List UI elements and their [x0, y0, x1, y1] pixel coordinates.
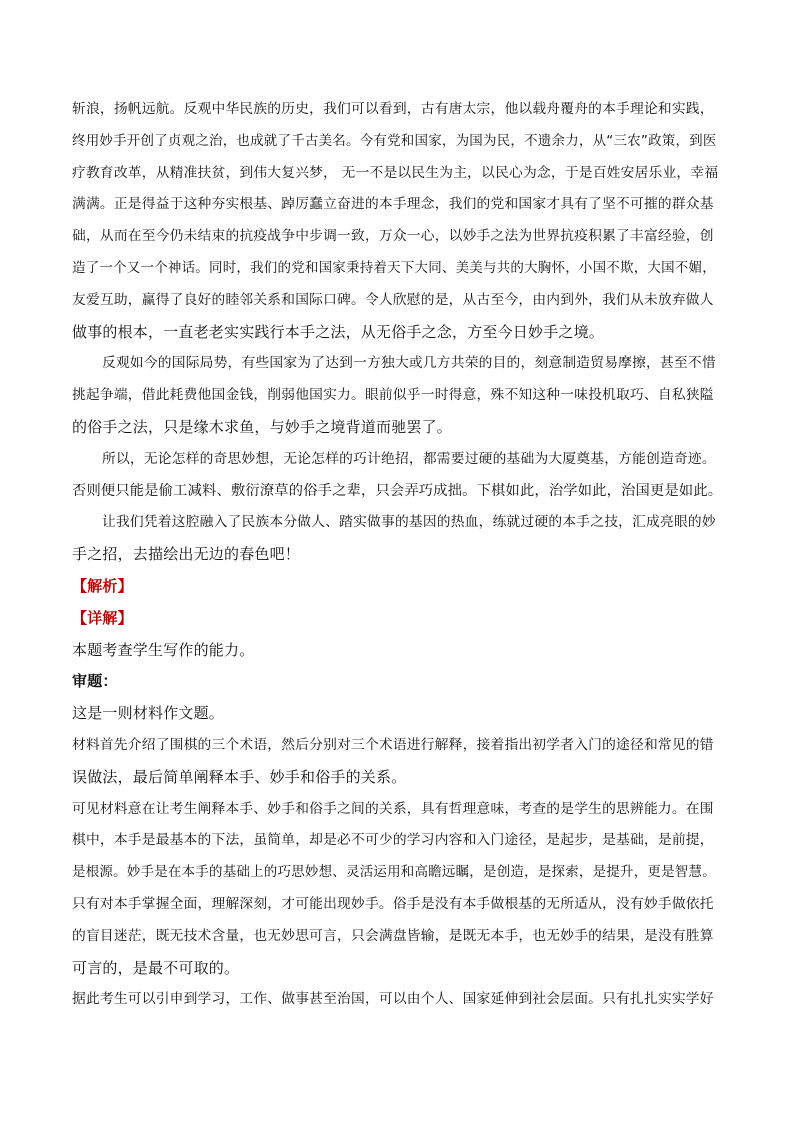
analysis-label: 【解析】: [72, 576, 133, 595]
analysis-line: 的盲目迷茫，既无技术含量，也无妙思可言，只会满盘皆输，是既无本手，也无妙手的结果，是没有胜算: [72, 927, 714, 944]
analysis-line: 可见材料意在让考生阐释本手、妙手和俗手之间的关系，具有哲理意味，考查的是学生的思辨能力。在围: [72, 800, 714, 817]
intro-line: 本题考查学生写作的能力。: [72, 640, 255, 659]
essay-line: 满满。正是得益于这种夯实根基、踔厉蠢立奋进的本手理念，我们的党和国家才具有了坚不可摧的群众基: [72, 196, 714, 213]
analysis-line: 只有对本手掌握全面，理解深刻，才可能出现妙手。俗手是没有本手做根基的无所适从，没有妙手做依托: [72, 895, 714, 912]
review-label: 审题：: [72, 672, 118, 691]
essay-line: 让我们凭着这腔融入了民族本分做人、踏实做事的基因的热血，练就过硬的本手之技，汇成亮眼的妙: [102, 514, 716, 531]
essay-line: 造了一个又一个神话。同时，我们的党和国家秉持着天下大同、美美与共的大胸怀，小国不欺，大国不媚，: [72, 259, 716, 276]
essay-line: 础，从而在至今仍未结束的抗疫战争中步调一致，万众一心，以妙手之法为世界抗疫积累了丰富经验，创: [72, 228, 714, 245]
essay-line: 疗教育改革，从精准扶贫，到伟大复兴梦， 无一不是以民生为主，以民心为念，于是百姓安居乐业，幸福: [72, 164, 719, 181]
analysis-line: 棋中，本手是最基本的下法，虽简单，却是必不可少的学习内容和入门途径，是起步，是基础，是前提，: [72, 832, 714, 849]
essay-line: 所以，无论怎样的奇思妙想，无论怎样的巧计绝招，都需要过硬的基础为大厦奠基，方能创造奇迹。: [102, 450, 716, 467]
essay-line: 挑起争端，借此耗费他国金钱，削弱他国实力。眼前似乎一时得意，殊不知这种一味投机取巧、自私狭隘: [72, 387, 714, 404]
essay-line: 的俗手之法，只是缘木求鱼，与妙手之境背道而驰罢了。: [72, 417, 453, 436]
essay-line: 反观如今的国际局势，有些国家为了达到一方独大或几方共荣的目的，刻意制造贸易摩擦，甚至不惜: [102, 355, 716, 372]
essay-line: 做事的根本，一直老老实实践行本手之法，从无俗手之念，方至今日妙手之境。: [72, 322, 605, 341]
analysis-line: 误做法，最后简单阐释本手、妙手和俗手的关系。: [72, 767, 407, 786]
analysis-line: 据此考生可以引申到学习，工作、做事甚至治国，可以由个人、国家延伸到社会层面。只有扎扎实实学好: [72, 991, 714, 1008]
essay-line: 终用妙手开创了贞观之治，也成就了千古美名。今有党和国家，为国为民，不遗余力，从“三农”政策，到医: [72, 132, 717, 149]
essay-line: 否则便只能是偷工减料、敷衍潦草的俗手之辈，只会弄巧成拙。下棋如此，治学如此，治国更是如此。: [72, 482, 723, 499]
analysis-line: 材料首先介绍了围棋的三个术语，然后分别对三个术语进行解释，接着指出初学者入门的途径和常见的错: [72, 736, 714, 753]
essay-line: 斩浪，扬帆远航。反观中华民族的历史，我们可以看到，古有唐太宗，他以载舟覆舟的本手理论和实践，: [72, 101, 714, 117]
essay-line: 友爱互助，赢得了良好的睦邻关系和国际口碑。令人欣慰的是，从古至今，由内到外，我们从未放弃做人: [72, 291, 714, 308]
document-body: [72, 94, 724, 1016]
analysis-line: 这是一则材料作文题。: [72, 704, 225, 723]
analysis-line: 是根源。妙手是在本手的基础上的巧思妙想、灵活运用和高瞻远瞩，是创造，是探索，是提升，更是智慧。: [72, 864, 716, 881]
essay-line: 手之招，去描绘出无边的春色吧！: [72, 545, 301, 564]
detail-label: 【详解】: [72, 608, 133, 627]
analysis-line: 可言的，是最不可取的。: [72, 958, 240, 977]
